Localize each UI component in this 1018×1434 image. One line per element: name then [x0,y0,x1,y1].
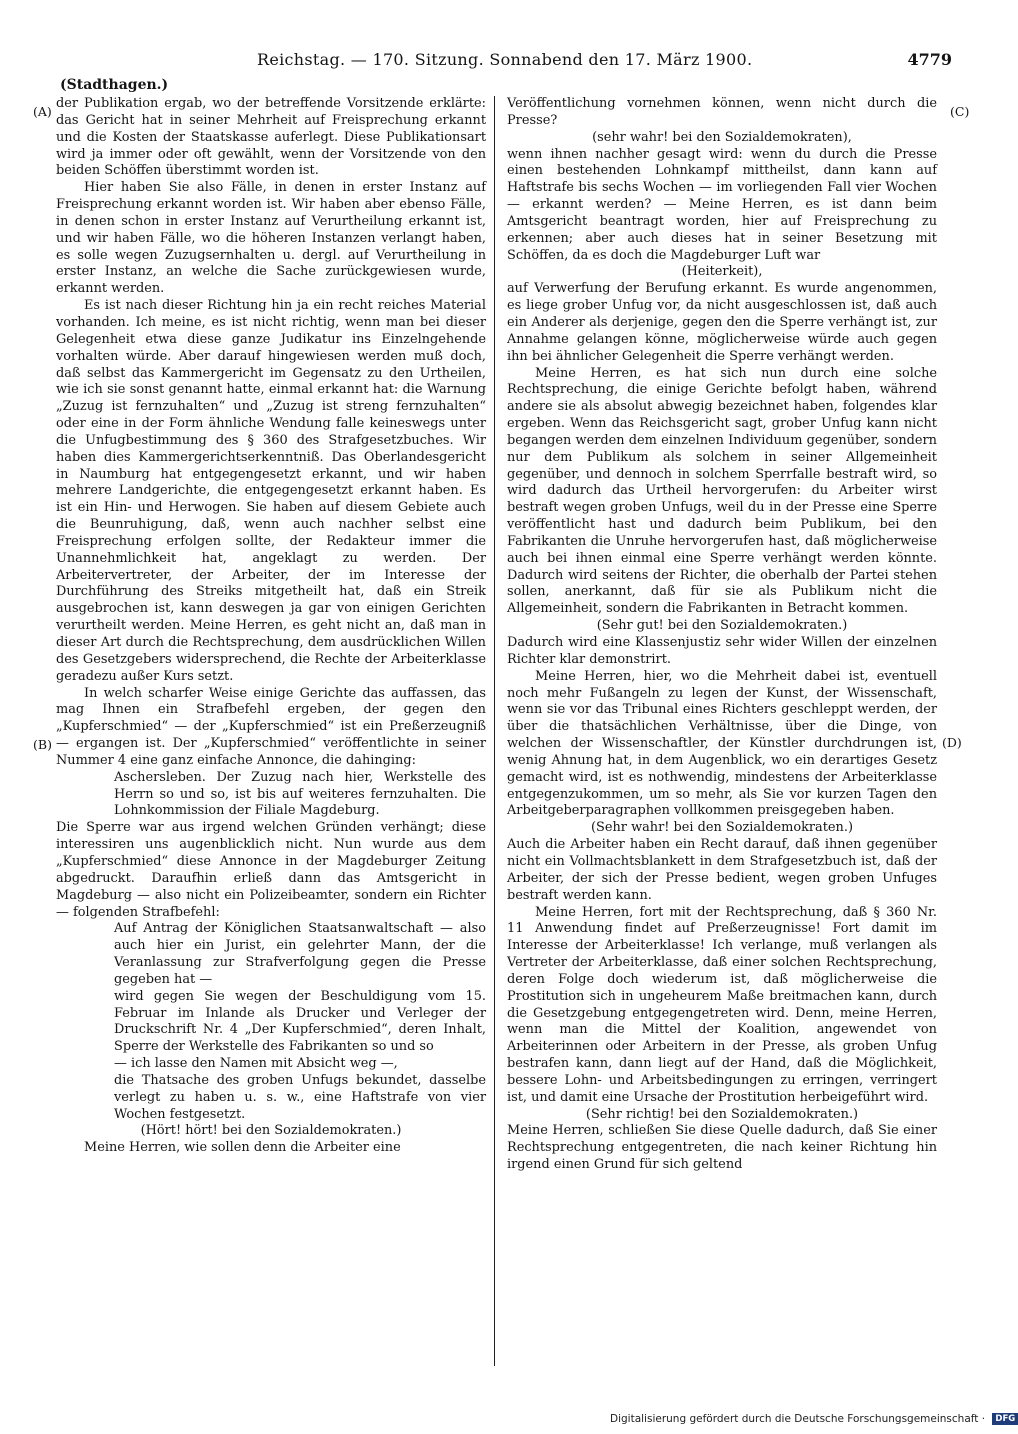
interjection: (Sehr gut! bei den Sozialdemokraten.) [596,618,848,634]
paragraph: Es ist nach dieser Richtung hin ja ein recht reiches Material vorhanden. Ich meine, es ist nicht richtig, wenn man bei dieser Gelegenheit etwa diese ganze Judikatur ins Einzelngehende vorhalten würde. Aber darauf hingewiesen werden muß doch, daß selbst das Kammergericht im Gegensatz zu den Urtheilen, wie ich sie sonst genannt hatte, einmal erkannt hat: die Warnung „Zuzug ist fernzuhalten“ und „Zuzug ist streng fernzuhalten“ oder eine in der Form ähnliche Wendung falle keineswegs unter die Unfugbestimmung des § 360 des Strafgesetzbuches. Wir haben dies Kammergerichtserkenntniß. Das Oberlandesgericht in Naumburg hat entgegengesetzt erkannt, und wir haben mehrere Landgerichte, die entgegengesetzt erkannt haben. Es ist ein Hin- und Herwogen. Sie haben auf diesem Gebiete auch die Beunruhigung, daß, wenn auch nachher selbst eine Freisprechung erfolgen sollte, der Redakteur immer die Unannehmlichkeit hat, angeklagt zu werden. Der Arbeitervertreter, der Arbeiter, der im Interesse der Durchführung des Streiks mitgetheilt hat, daß ein Streik ausgebrochen ist, kann deswegen ja gar von einigen Gerichten verurtheilt werden. Meine Herren, es geht nicht an, daß man in dieser Art durch die Rechtsprechung, dem ausdrücklichen Willen des Gesetzgebers widersprechend, die Rechte der Arbeiterklasse geradezu außer Kurs setzt. [56,298,486,684]
interjection: (sehr wahr! bei den Sozialdemokraten), [592,129,852,145]
paragraph: wenn ihnen nachher gesagt wird: wenn du durch die Presse einen bestehenden Lohnkampf mittheilst, dann kann auf Haftstrafe bis sechs Wochen — im vorliegenden Fall vier Wochen — erkannt werden? — Meine Herren, es ist dann beim Amtsgericht beantragt worden, hier auf Freisprechung zu erkennen; aber auch dieses hat in seiner Besetzung mit Schöffen, da es doch die Magdeburger Luft war [507,146,937,263]
paragraph: auf Verwerfung der Berufung erkannt. Es wurde angenommen, es liege grober Unfug vor, da nicht ausgeschlossen ist, daß auch ein Anderer als derjenige, gegen den die Sperre verhängt ist, zur Annahme gelangen könne, möglicherweise würde auch gegen ihn bei ähnlicher Gelegenheit die Sperre verhängt werden. [507,281,937,364]
page-number: 4779 [907,50,952,69]
quoted-order: wird gegen Sie wegen der Beschuldigung vom 15. Februar im Inlande als Drucker und Verleger der Druckschrift Nr. 4 „Der Kupferschmied“, deren Inhalt, Sperre der Werkstelle des Fabrikanten so und so [114,988,486,1055]
paragraph: Auch die Arbeiter haben ein Recht darauf, daß ihnen gegenüber nicht ein Vollmachtsblankett in dem Strafgesetzbuch ist, daß der Arbeiter, der sich der Presse bedient, wegen groben Unfuges bestraft werden kann. [507,837,937,903]
page-header [52,50,952,74]
quoted-announcement: Aschersleben. Der Zuzug nach hier, Werkstelle des Herrn so und so, ist bis auf weiteres fernzuhalten. Die Lohnkommission der Filiale Magdeburg. [114,769,486,819]
interjection: (Heiterkeit), [681,264,763,280]
paragraph: Dadurch wird eine Klassenjustiz sehr wider Willen der einzelnen Richter klar demonstrirt. [507,635,937,667]
digitization-credit [610,1413,1018,1425]
speaker-name: (Stadthagen.) [60,77,169,93]
quoted-order: Auf Antrag der Königlichen Staatsanwaltschaft — also auch hier ein Jurist, ein gelehrter Mann, der die Veranlassung zur Strafverfolgung gegen die Presse gegeben hat — [114,921,486,987]
paragraph: Meine Herren, schließen Sie diese Quelle dadurch, daß Sie einer Rechtsprechung entgegentreten, die nach keiner Richtung hin irgend einen Grund für sich geltend [507,1123,937,1173]
interjection: (Sehr richtig! bei den Sozialdemokraten.) [585,1106,859,1122]
paragraph: Meine Herren, fort mit der Rechtsprechung, daß § 360 Nr. 11 Anwendung findet auf Preßerzeugnisse! Fort damit im Interesse der Arbeiterklasse! Ich verlange, muß verlangen als Vertreter der Arbeiterklasse, daß einer solchen Rechtsprechung, deren Folge doch wiederum ist, daß möglicherweise die Prostitution sich in ungeheurem Maße breitmachen kann, durch die Gesetzgebung entgegengetreten wird. Denn, meine Herren, wenn man die Mittel der Koalition, angewendet von Arbeiterinnen oder Arbeitern in der Presse, als groben Unfug bestrafen kann, dann liegt auf der Hand, daß die Möglichkeit, bessere Lohn- und Arbeitsbedingungen zu erringen, verringert ist, und damit eine Ursache der Prostitution herbeigeführt wird. [507,904,937,1105]
dfg-logo: DFG [992,1413,1018,1425]
left-column [56,96,486,1366]
interjection: (Hört! hört! bei den Sozialdemokraten.) [140,1123,402,1139]
running-title: Reichstag. — 170. Sitzung. Sonnabend den 17. März 1900. [257,50,753,69]
margin-marker-b: (B) [33,737,52,752]
paragraph: Hier haben Sie also Fälle, in denen in erster Instanz auf Freisprechung erkannt worden ist. Wir haben aber ebenso Fälle, in denen schon in erster Instanz auf Verurtheilung erkannt ist, und wir haben Fälle, wo die höheren Instanzen verlangt haben, es solle wegen Zuzugsernhalten u. dergl. auf Verurtheilung in erster Instanz, an welche die Sache zurückgewiesen wurde, erkannt werden. [56,180,486,297]
margin-marker-c: (C) [950,104,970,119]
paragraph: Meine Herren, es hat sich nun durch eine solche Rechtsprechung, die einige Gerichte befolgt haben, während andere sie als absolut abwegig bezeichnet haben, folgendes klar ergeben. Wenn das Reichsgericht sagt, grober Unfug kann nicht begangen werden dem einzelnen Individuum gegenüber, sondern nur dem Publikum als solchem in seiner Allgemeinheit gegenüber, und dennoch in solchem Sperrfalle bestraft wird, so wird dadurch das Urtheil hervorgerufen: du Arbeiter wirst bestraft wegen groben Unfugs, weil du in der Presse eine Sperre veröffentlicht hast und dadurch beim Publikum, bei den Fabrikanten die Unruhe hervorgerufen hast, daß möglicherweise auch bei ihnen einmal eine Sperre verhängt werden könnte. Dadurch wird seitens der Richter, die oberhalb der Partei stehen sollen, anerkannt, daß für sie als Publikum nicht die Allgemeinheit, sondern die Fabrikanten in Betracht kommen. [507,365,937,617]
paragraph: In welch scharfer Weise einige Gerichte das auffassen, das mag Ihnen ein Strafbefehl ergeben, der gegen den „Kupferschmied“ — der „Kupferschmied“ ist ein Preßerzeugniß — ergangen ist. Der „Kupferschmied“ veröffentlichte in seiner Nummer 4 eine ganz einfache Annonce, die dahinging: [56,685,486,768]
paragraph: Meine Herren, hier, wo die Mehrheit dabei ist, eventuell noch mehr Fußangeln zu legen der Kunst, der Wissenschaft, wenn sie vor das Tribunal eines Richters geschleppt werden, der über die thatsächlichen Verhältnisse, über die Dinge, von welchen der Wissenschaftler, der Künstler durchdrungen ist, wenig Ahnung hat, in dem Augenblick, wo ein derartiges Gesetz gemacht wird, ist es nothwendig, mindestens der Arbeiterklasse entgegenzukommen, um so mehr, als Sie vor kurzen Tagen den Arbeitgeberparagraphen vollkommen preisgegeben haben. [507,668,937,819]
credit-text: Digitalisierung gefördert durch die Deutsche Forschungsgemeinschaft · [610,1413,986,1425]
quoted-order: — ich lasse den Namen mit Absicht weg —, [114,1056,398,1072]
margin-marker-a: (A) [33,104,52,119]
quoted-order: die Thatsache des groben Unfugs bekundet, dasselbe verlegt zu haben u. s. w., eine Haftstrafe von vier Wochen festgesetzt. [114,1072,486,1122]
paragraph: Die Sperre war aus irgend welchen Gründen verhängt; diese interessiren uns augenblicklich nicht. Nun wurde aus dem „Kupferschmied“ diese Annonce in der Magdeburger Zeitung abgedruckt. Daraufhin erließ dann das Amtsgericht in Magdeburg — also nicht ein Polizeibeamter, sondern ein Richter — folgenden Strafbefehl: [56,820,486,920]
right-column [507,96,937,1366]
paragraph: Veröffentlichung vornehmen können, wenn nicht durch die Presse? [507,96,937,128]
paragraph: Meine Herren, wie sollen denn die Arbeiter eine [84,1140,401,1156]
margin-marker-d: (D) [942,735,962,750]
interjection: (Sehr wahr! bei den Sozialdemokraten.) [591,820,853,836]
paragraph: der Publikation ergab, wo der betreffende Vorsitzende erklärte: das Gericht hat in seiner Mehrheit auf Freisprechung erkannt und die Kosten der Staatskasse auferlegt. Diese Publikationsart wird ja immer oder oft gewählt, wenn der Vorsitzende von den beiden Schöffen überstimmt worden ist. [56,96,486,179]
column-divider [494,96,495,1366]
